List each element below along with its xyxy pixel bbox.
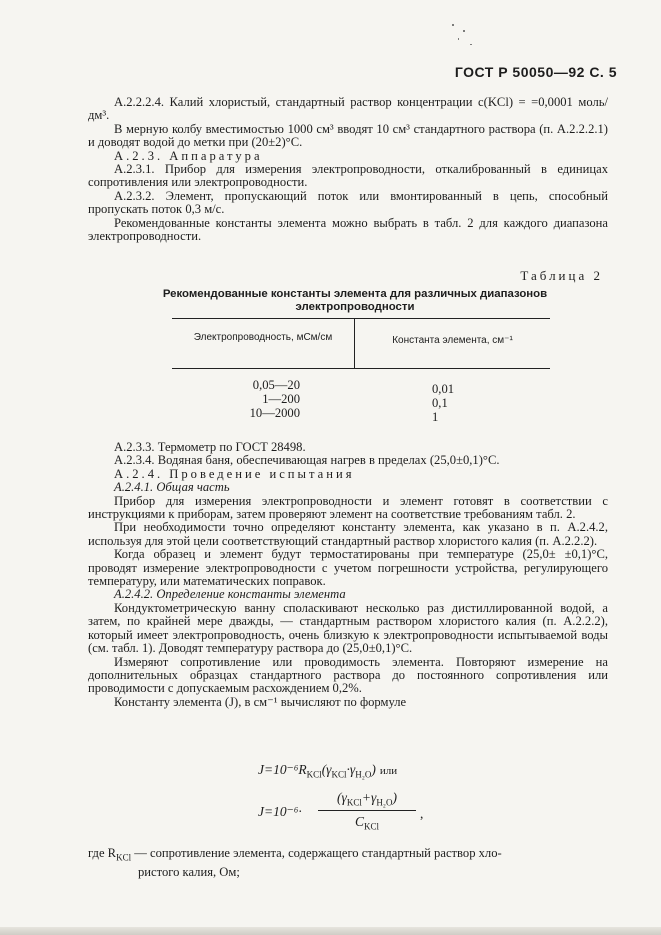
where-clause: [88, 846, 608, 879]
paragraph: Константу элемента (J), в см⁻¹ вычисляют по формуле: [114, 694, 407, 709]
formula-2-num-c: ): [392, 790, 397, 805]
table-cell-range: 10—2000: [249, 406, 300, 420]
formula-2-num-sub-2: H₂O: [376, 797, 393, 808]
table-cell-constant: 0,01: [432, 382, 455, 396]
table-header-rule: [172, 368, 550, 369]
formula-2-denominator: [318, 811, 416, 832]
formula-1-sub-3: H₂O: [355, 769, 372, 780]
paragraph: А.2.4.1. Общая часть: [114, 480, 230, 495]
scan-speck: [452, 24, 454, 26]
paragraph: При необходимости точно определяют константу элемента, как указано в п. А.2.4.2, используя для этой цели соответствующий стандартный раствор хлористого калия (п. А.2.2.2).: [88, 520, 608, 548]
table-cell-constant: 1: [432, 410, 439, 424]
constants-table: [172, 318, 550, 428]
table-label: Таблица 2: [520, 268, 603, 283]
paragraph: Измеряют сопротивление или проводимость элемента. Повторяют измерение на дополнительных образцах стандартного раствора до постоянного сопротивления или проводимости с допускаемым расхождением 0,2%.: [88, 654, 608, 696]
formula-2-fraction: [318, 790, 416, 831]
where-rest: — сопротивление элемента, содержащего стандартный раствор хло-: [131, 846, 502, 860]
paragraph: Прибор для измерения электропроводности и элемент готовят в соответствии с инструкциями к приборам, затем проверяют элемент на соответствие требованиям табл. 2.: [88, 493, 608, 522]
paragraph: Рекомендованные константы элемента можно выбрать в табл. 2 для каждого диапазона электропроводности.: [88, 215, 608, 244]
formula-2-num-a: (γ: [337, 790, 347, 805]
table-title: Рекомендованные константы элемента для различных диапазонов электропроводности: [162, 288, 548, 313]
formula-2-comma: ,: [420, 806, 424, 821]
paragraph: А.2.4.2. Определение константы элемента: [114, 587, 346, 602]
formula-2-num-b: +γ: [361, 790, 377, 805]
formula-2-den: C: [354, 813, 364, 829]
paragraph: Кондуктометрическую ванну споласкивают несколько раз дистиллированной водой, а затем, по крайней мере дважды, — стандартным раствором хлористого калия (п. А.2.2.2), который имеет электропроводность, очень близкую к электропроводности испытываемой воды (см. табл. 1). Доводят температуру раствора до (25,0±0,1)°С.: [88, 600, 608, 656]
formula-2-numerator: [318, 790, 416, 810]
scan-speck: [463, 30, 465, 32]
paragraph: Когда образец и элемент будут термостатированы при температуре (25,0± ±0,1)°С, проводят измерение электропроводности с учетом погрешности устройства, регулирующего температуру, или математических поправок.: [88, 547, 608, 589]
where-sub: KCl: [116, 852, 132, 863]
table-top-rule: [172, 318, 550, 319]
formula-1-sub-2: KCl: [331, 769, 347, 780]
formula-2: [258, 790, 458, 840]
formula-1-lhs: J=10⁻⁶R: [258, 762, 307, 777]
formula-1-or: или: [379, 765, 398, 777]
formula-2-num-sub-1: KCl: [346, 797, 362, 808]
table-header-constant: Константа элемента, см⁻¹: [392, 335, 513, 346]
table-cell-range: 0,05—20: [252, 378, 300, 392]
formula-1-sub-1: KCl: [306, 769, 322, 780]
text-block-2: [88, 441, 608, 709]
text-block-1: [88, 96, 608, 243]
paragraph: В мерную колбу вместимостью 1000 см³ вводят 10 см³ стандартного раствора (п. А.2.2.2.1) и доводят водой до метки при (20±2)°С.: [88, 121, 608, 150]
page-header: ГОСТ Р 50050—92 С. 5: [454, 64, 617, 80]
scan-speck: [470, 44, 472, 45]
where-second: ристого калия, Ом;: [138, 864, 240, 879]
formula-1-dot: ·γ: [346, 762, 356, 777]
formula-1: [258, 762, 397, 780]
formula-2-lhs: J=10⁻⁶·: [258, 804, 302, 819]
paragraph: А.2.3.1. Прибор для измерения электропроводности, откалиброванный в единицах сопротивления или электропроводности.: [88, 162, 608, 190]
where-first: где R: [88, 846, 117, 860]
table-cell-constant: 0,1: [432, 396, 448, 410]
scan-speck: [458, 38, 459, 40]
paragraph: А.2.3.2. Элемент, пропускающий поток или вмонтированный в цепь, способный пропускать поток 0,3 м/с.: [88, 188, 608, 217]
formula-1-close: ): [371, 762, 376, 777]
table-cell-range: 1—200: [262, 392, 300, 406]
table-header-conductivity: Электропроводность, мСм/см: [193, 332, 333, 343]
paragraph: А.2.4. Проведение испытания: [114, 466, 355, 481]
paragraph: А.2.3.3. Термометр по ГОСТ 28498.: [114, 440, 306, 454]
paragraph: А.2.2.2.4. Калий хлористый, стандартный раствор концентрации с(KCl) = =0,0001 моль/дм³.: [88, 95, 608, 123]
formula-2-den-sub: KCl: [364, 821, 380, 832]
scan-bottom-edge: [0, 927, 661, 935]
paragraph: А.2.3.4. Водяная баня, обеспечивающая нагрев в пределах (25,0±0,1)°С.: [114, 453, 500, 468]
formula-1-mid: (γ: [321, 762, 332, 777]
paragraph: А.2.3. Аппаратура: [114, 148, 263, 163]
